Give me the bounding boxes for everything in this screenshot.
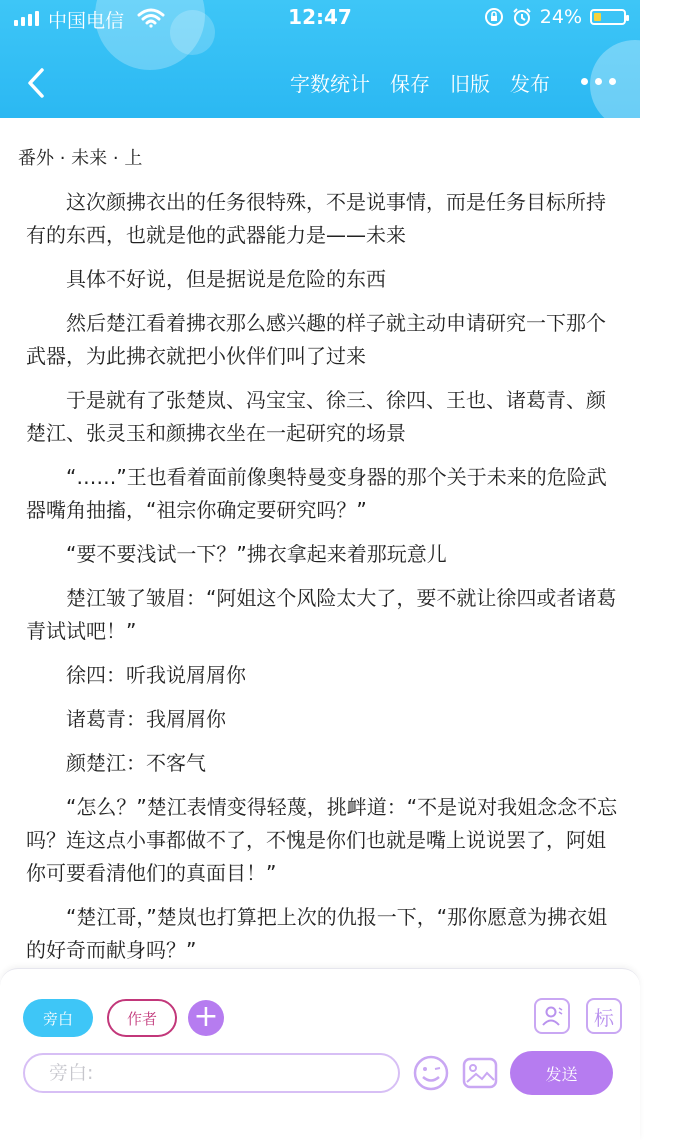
publish-button[interactable]: 发布 [510,72,550,96]
character-icon[interactable] [534,998,570,1034]
status-bar [0,0,640,36]
add-role-button[interactable]: + [188,1000,224,1036]
nav-bar [0,56,640,110]
save-button[interactable]: 保存 [390,72,430,96]
nav-actions [290,68,550,97]
emoji-icon[interactable] [412,1054,450,1092]
clock: 12:47 [288,5,352,29]
narrator-role-button[interactable]: 旁白 [23,999,93,1037]
status-right [484,6,626,28]
paragraph: “……”王也看着面前像奥特曼变身器的那个关于未来的危险武器嘴角抽搐，“祖宗你确定要研究吗？” [26,465,607,522]
paragraph: 然后楚江看着拂衣那么感兴趣的样子就主动申请研究一下那个武器，为此拂衣就把小伙伴们叫了过来 [26,311,606,368]
chapter-title: 番外 · 未来 · 上 [18,148,143,169]
compose-panel [0,968,640,1140]
paragraph: “要不要浅试一下？”拂衣拿起来着那玩意儿 [66,542,447,566]
paragraph: “怎么？”楚江表情变得轻蔑，挑衅道：“不是说对我姐念念不忘吗？连这点小事都做不了，不愧是你们也就是嘴上说说罢了，阿姐你可要看清他们的真面目！” [26,795,618,885]
more-dots-icon[interactable] [581,78,616,85]
word-count-button[interactable]: 字数统计 [290,72,370,96]
paragraph: “楚江哥，”楚岚也打算把上次的仇报一下，“那你愿意为拂衣姐的好奇而献身吗？” [26,905,608,962]
paragraph: 这次颜拂衣出的任务很特殊，不是说事情，而是任务目标所持有的东西，也就是他的武器能力是——未来 [26,190,606,247]
paragraph: 具体不好说，但是据说是危险的东西 [66,267,386,291]
tag-button[interactable]: 标 [586,998,622,1034]
paragraph: 于是就有了张楚岚、冯宝宝、徐三、徐四、王也、诸葛青、颜楚江、张灵玉和颜拂衣坐在一起研究的场景 [26,388,606,445]
carrier-label: 中国电信 [48,10,125,32]
battery-percent: 24% [539,6,582,28]
paragraph-list [26,186,618,1022]
author-role-button[interactable]: 作者 [107,999,177,1037]
narration-input[interactable] [23,1053,400,1093]
paragraph: 徐四：听我说屑屑你 [66,663,246,687]
image-icon[interactable] [461,1054,499,1092]
editor-content[interactable] [0,118,640,973]
chevron-left-icon[interactable] [22,66,52,100]
top-header [0,0,640,118]
paragraph: 诸葛青：我屑屑你 [66,707,226,731]
send-button[interactable]: 发送 [510,1051,613,1095]
alarm-icon [512,7,532,27]
battery-icon [590,9,626,25]
paragraph: 楚江皱了皱眉：“阿姐这个风险太大了，要不就让徐四或者诸葛青试试吧！” [26,586,617,643]
orientation-lock-icon [484,7,504,27]
paragraph: 颜楚江：不客气 [66,751,206,775]
old-version-button[interactable]: 旧版 [450,72,490,96]
